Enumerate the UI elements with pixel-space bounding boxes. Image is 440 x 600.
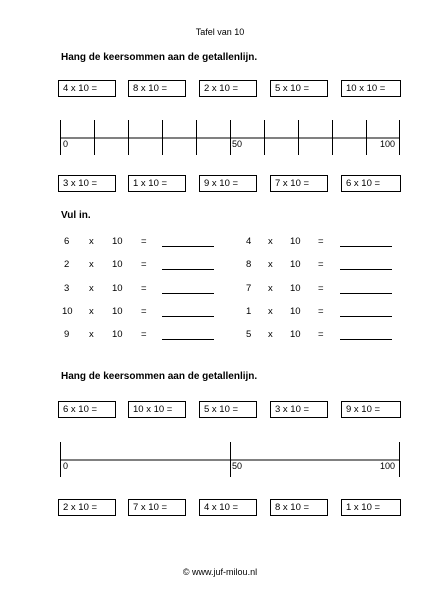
- answer-blank[interactable]: [340, 246, 392, 247]
- factor-b: 10: [112, 329, 123, 340]
- times-sign: x: [89, 236, 94, 247]
- exercise-box: 1 x 10 =: [128, 175, 186, 192]
- exercise-box: 8 x 10 =: [128, 80, 186, 97]
- answer-blank[interactable]: [162, 246, 214, 247]
- exercise-box: 4 x 10 =: [58, 80, 116, 97]
- factor-a: 8: [246, 259, 252, 270]
- factor-a: 7: [246, 283, 252, 294]
- factor-b: 10: [290, 283, 301, 294]
- factor-a: 4: [246, 236, 252, 247]
- exercise-box: 10 x 10 =: [341, 80, 401, 97]
- times-sign: x: [268, 283, 273, 294]
- page-header: Tafel van 10: [195, 27, 245, 37]
- factor-b: 10: [290, 329, 301, 340]
- answer-blank[interactable]: [162, 316, 214, 317]
- times-sign: x: [89, 306, 94, 317]
- equals-sign: =: [318, 283, 324, 294]
- factor-a: 3: [64, 283, 70, 294]
- equals-sign: =: [318, 259, 324, 270]
- number-line-2: [60, 442, 400, 477]
- answer-blank[interactable]: [162, 339, 214, 340]
- answer-blank[interactable]: [162, 293, 214, 294]
- exercise-box: 4 x 10 =: [199, 499, 257, 516]
- number-line-2-middle: 50: [232, 461, 243, 471]
- equals-sign: =: [318, 329, 324, 340]
- answer-blank[interactable]: [340, 339, 392, 340]
- exercise-box: 2 x 10 =: [199, 80, 257, 97]
- exercise-box: 1 x 10 =: [341, 499, 401, 516]
- factor-b: 10: [112, 283, 123, 294]
- exercise-box: 10 x 10 =: [128, 401, 186, 418]
- factor-b: 10: [290, 236, 301, 247]
- exercise-box: 5 x 10 =: [270, 80, 328, 97]
- times-sign: x: [268, 259, 273, 270]
- times-sign: x: [268, 306, 273, 317]
- number-line-1-start: 0: [63, 139, 69, 149]
- equals-sign: =: [141, 283, 147, 294]
- exercise-box: 6 x 10 =: [341, 175, 401, 192]
- number-line-1: [60, 120, 400, 155]
- factor-b: 10: [112, 259, 123, 270]
- factor-a: 5: [246, 329, 252, 340]
- times-sign: x: [89, 329, 94, 340]
- equals-sign: =: [141, 306, 147, 317]
- factor-a: 2: [64, 259, 70, 270]
- exercise-box: 5 x 10 =: [199, 401, 257, 418]
- times-sign: x: [268, 236, 273, 247]
- factor-b: 10: [112, 236, 123, 247]
- equals-sign: =: [141, 329, 147, 340]
- answer-blank[interactable]: [340, 293, 392, 294]
- section2-heading: Vul in.: [61, 210, 91, 221]
- equals-sign: =: [141, 259, 147, 270]
- exercise-box: 7 x 10 =: [270, 175, 328, 192]
- factor-b: 10: [290, 306, 301, 317]
- times-sign: x: [268, 329, 273, 340]
- factor-a: 6: [64, 236, 70, 247]
- factor-b: 10: [290, 259, 301, 270]
- exercise-box: 9 x 10 =: [199, 175, 257, 192]
- number-line-1-end: 100: [380, 139, 396, 149]
- factor-a: 1: [246, 306, 252, 317]
- exercise-box: 3 x 10 =: [270, 401, 328, 418]
- equals-sign: =: [141, 236, 147, 247]
- factor-b: 10: [112, 306, 123, 317]
- times-sign: x: [89, 259, 94, 270]
- number-line-2-start: 0: [63, 461, 69, 471]
- equals-sign: =: [318, 236, 324, 247]
- answer-blank[interactable]: [340, 269, 392, 270]
- factor-a: 10: [62, 306, 73, 317]
- answer-blank[interactable]: [340, 316, 392, 317]
- section3-heading: Hang de keersommen aan de getallenlijn.: [61, 371, 258, 382]
- factor-a: 9: [64, 329, 70, 340]
- exercise-box: 6 x 10 =: [58, 401, 116, 418]
- answer-blank[interactable]: [162, 269, 214, 270]
- number-line-1-middle: 50: [232, 139, 243, 149]
- exercise-box: 8 x 10 =: [270, 499, 328, 516]
- exercise-box: 7 x 10 =: [128, 499, 186, 516]
- exercise-box: 3 x 10 =: [58, 175, 116, 192]
- equals-sign: =: [318, 306, 324, 317]
- number-line-2-end: 100: [380, 461, 396, 471]
- section1-heading: Hang de keersommen aan de getallenlijn.: [61, 52, 258, 63]
- exercise-box: 9 x 10 =: [341, 401, 401, 418]
- footer-copyright: © www.juf-milou.nl: [182, 567, 258, 577]
- exercise-box: 2 x 10 =: [58, 499, 116, 516]
- times-sign: x: [89, 283, 94, 294]
